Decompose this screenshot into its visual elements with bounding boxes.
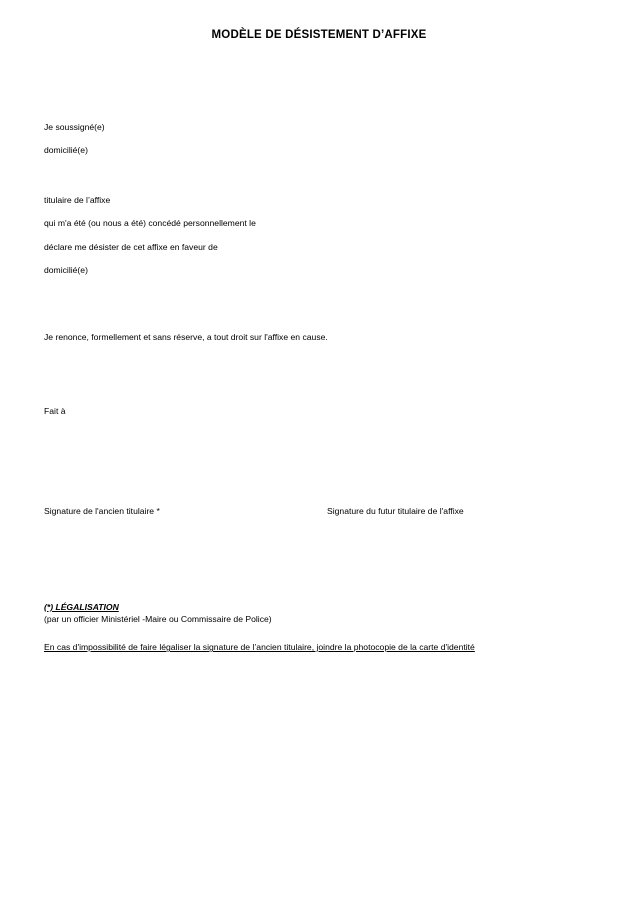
text-line-titulaire-affixe: titulaire de l’affixe [44, 195, 111, 205]
text-line-declare-desister: déclare me désister de cet affixe en faveur de [44, 241, 218, 252]
paragraph-block-identification [44, 123, 604, 156]
text-line-concede: qui m'a été (ou nous a été) concédé personnellement le [44, 218, 256, 229]
legalisation-subtitle: (par un officier Ministériel -Maire ou Commissaire de Police) [44, 613, 272, 624]
text-line-renonce: Je renonce, formellement et sans réserve, a tout droit sur l'affixe en cause. [44, 332, 328, 342]
legalisation-block [44, 602, 604, 654]
paragraph-block-desistement [44, 196, 604, 276]
text-line-je-soussigne: Je soussigné(e) [44, 122, 105, 132]
text-line-domicilie-2: domicilié(e) [44, 265, 88, 276]
legalisation-note: En cas d'impossibilité de faire légaliser la signature de l’ancien titulaire, joindre la photocopie de la carte d'identité [44, 642, 475, 653]
text-line-domicilie-1: domicilié(e) [44, 145, 88, 156]
paragraph-block-renonciation [44, 333, 604, 342]
signature-label-ancien-titulaire: Signature de l'ancien titulaire * [44, 506, 160, 516]
page-title: MODÈLE DE DÉSISTEMENT D’AFFIXE [211, 29, 427, 41]
signature-label-futur-titulaire: Signature du futur titulaire de l'affixe [327, 506, 464, 516]
legalisation-title: (*) LÉGALISATION [44, 602, 119, 612]
text-line-fait-a: Fait à [44, 406, 66, 416]
paragraph-block-fait-a [44, 407, 604, 416]
